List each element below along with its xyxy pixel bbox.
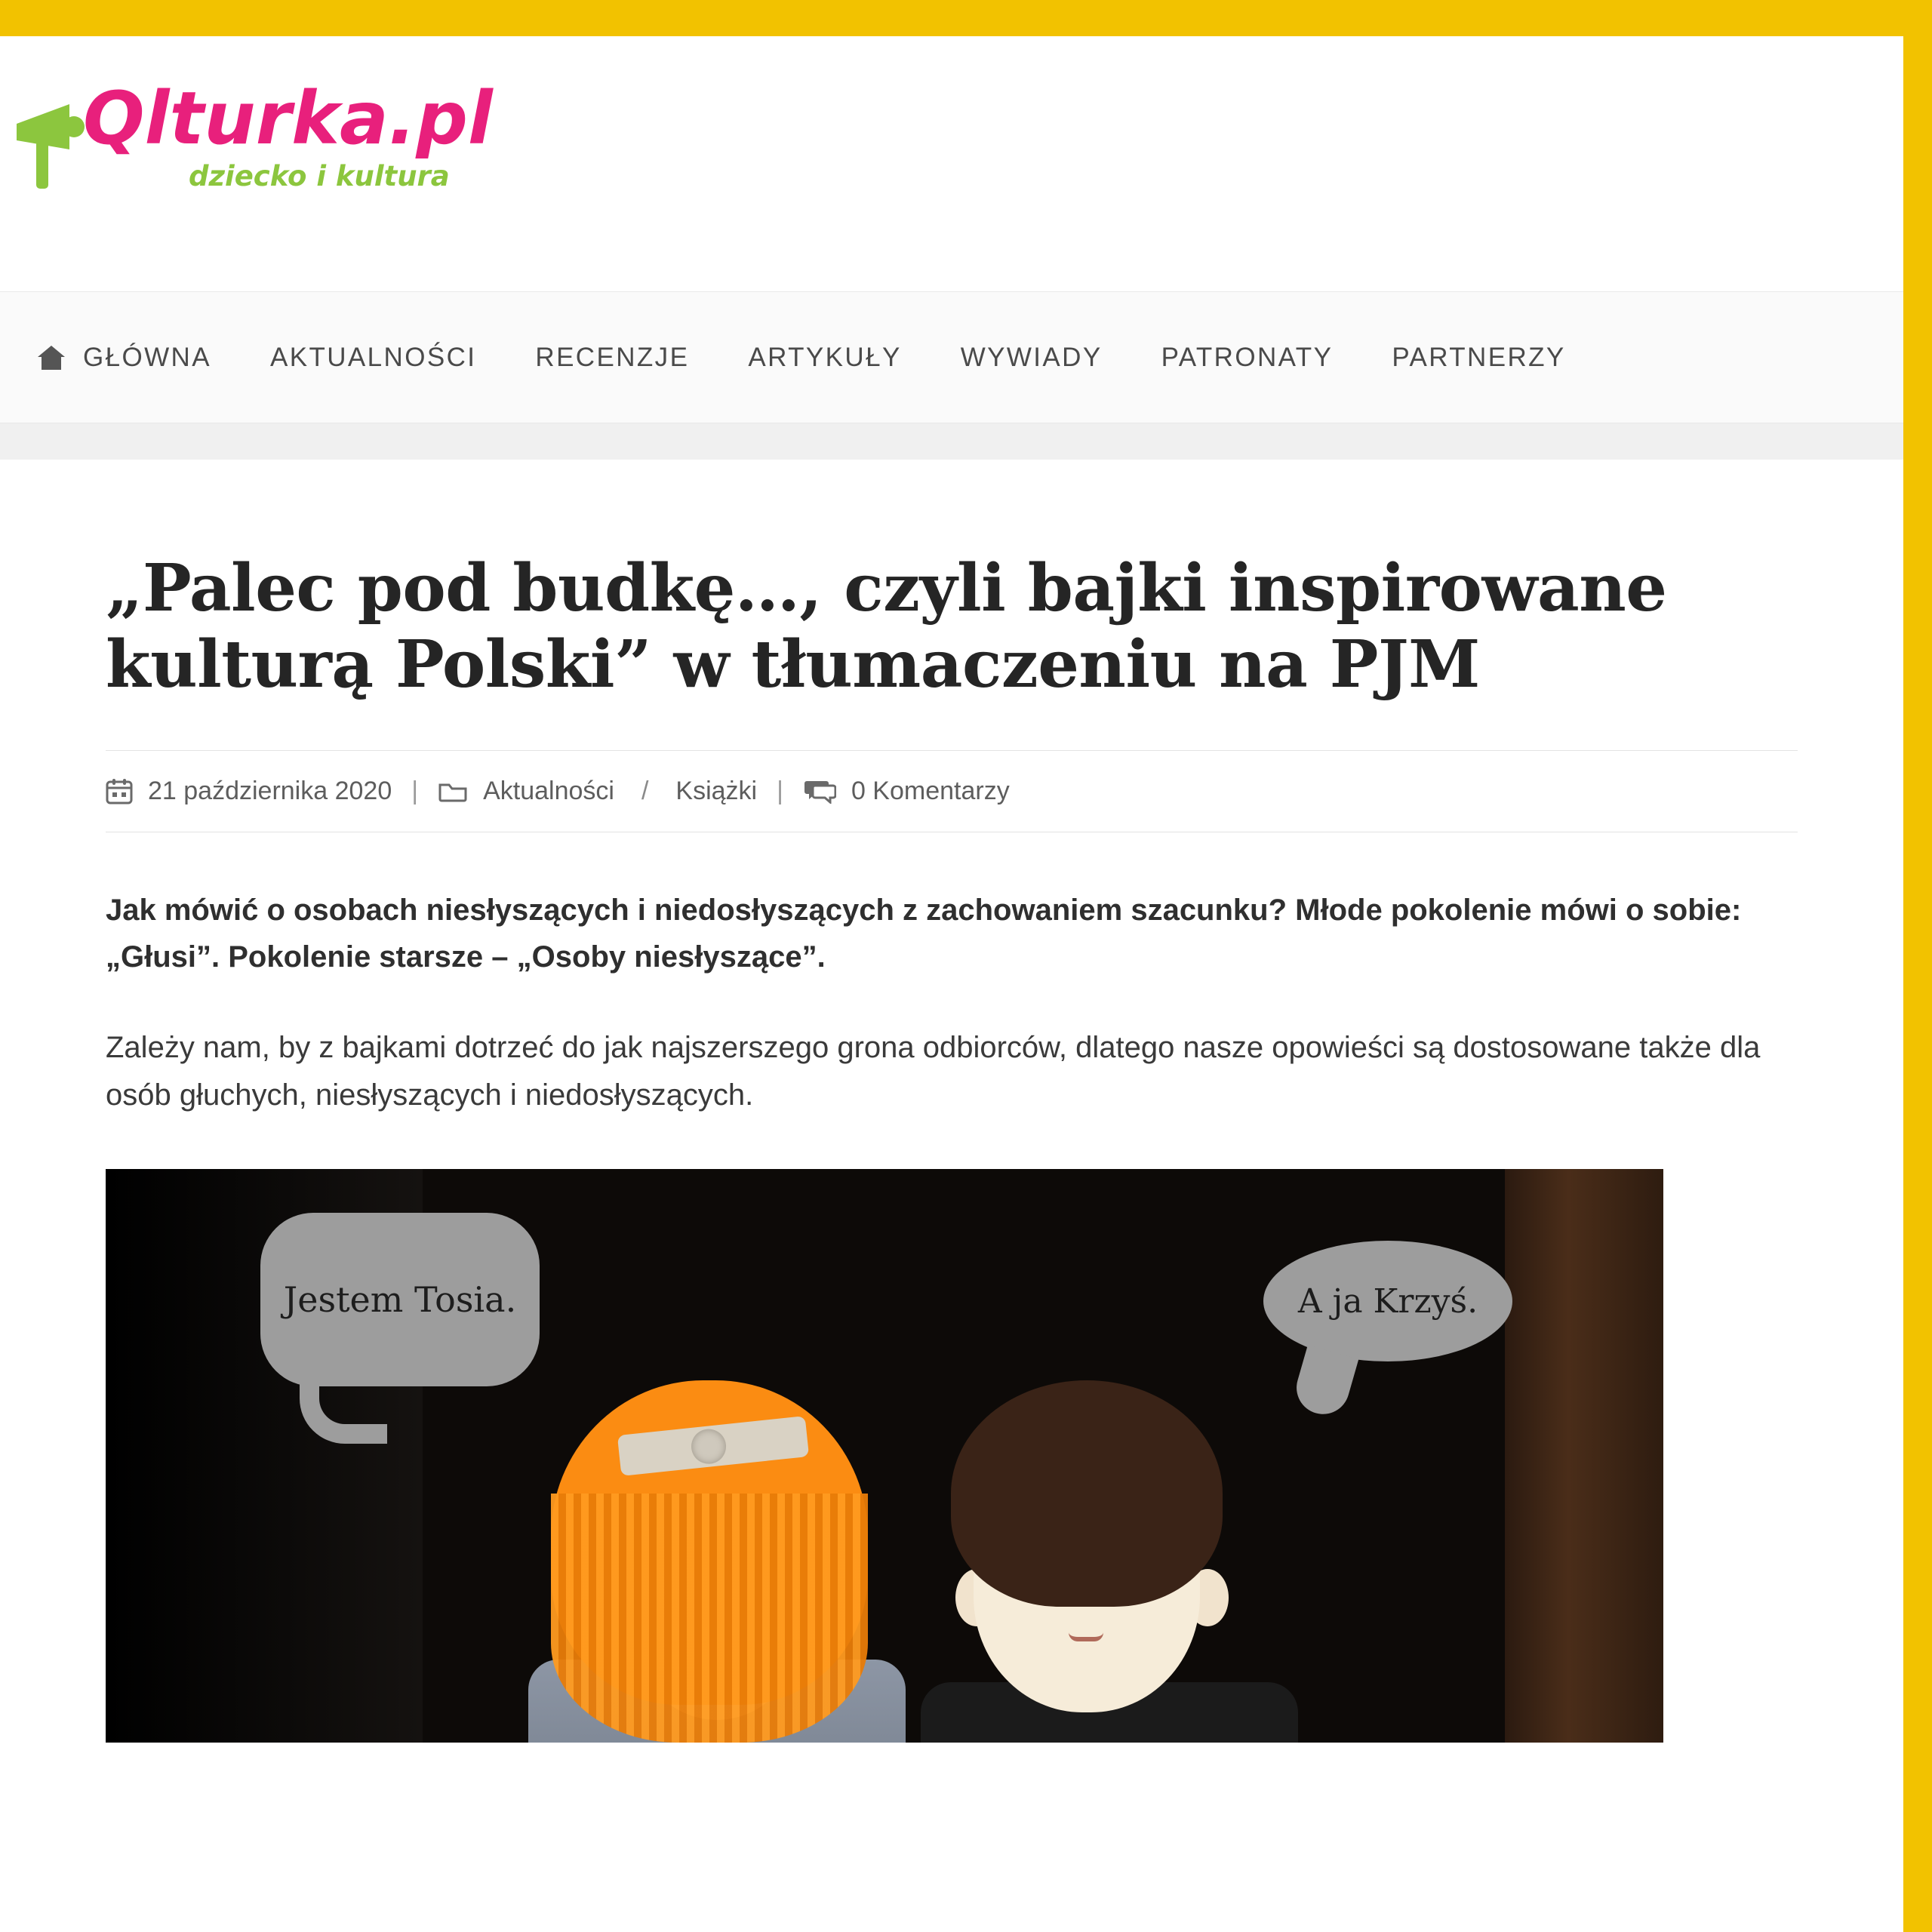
meta-categories: [438, 777, 757, 806]
nav-label: GŁÓWNA: [83, 343, 211, 372]
comments-icon: [803, 778, 836, 804]
category-link-aktualnosci[interactable]: Aktualności: [483, 776, 614, 805]
nav-label: RECENZJE: [535, 343, 690, 372]
meta-date: [106, 777, 392, 806]
meta-separator-1: |: [411, 776, 419, 805]
site-header: [0, 36, 1903, 291]
nav-label: PATRONATY: [1161, 343, 1334, 372]
meta-separator-2: |: [777, 776, 783, 805]
nav-label: AKTUALNOŚCI: [269, 343, 477, 372]
doll-girl: [528, 1380, 951, 1743]
nav-item-partnerzy[interactable]: [1392, 344, 1565, 371]
meta-comments-text: 0 Komentarzy: [851, 776, 1010, 805]
home-icon: [36, 344, 66, 371]
page-content: [0, 36, 1903, 1932]
image-background-door: [1505, 1169, 1663, 1743]
category-link-ksiazki[interactable]: Książki: [675, 776, 758, 805]
nav-item-aktualnosci[interactable]: [270, 344, 476, 371]
svg-text:Qlturka.pl: Qlturka.pl: [83, 76, 493, 161]
article-lead: Jak mówić o osobach niesłyszących i niedosłyszących z zachowaniem szacunku? Młode pokolenie mówi o sobie: „Głusi”. Pokolenie starsze – „Osoby niesłyszące”.: [106, 893, 1742, 974]
speech-bubble-left: Jestem Tosia.: [260, 1213, 540, 1386]
speech-bubble-right: A ja Krzyś.: [1263, 1241, 1512, 1361]
nav-label: WYWIADY: [960, 343, 1103, 372]
article-image: [106, 1169, 1663, 1743]
article: [0, 460, 1903, 1743]
nav-label: ARTYKUŁY: [748, 343, 902, 372]
doll-girl-hair-strands: [551, 1494, 868, 1743]
nav-label: PARTNERZY: [1392, 343, 1566, 372]
nav-item-artykuly[interactable]: [748, 344, 901, 371]
site-logo[interactable]: [11, 65, 509, 216]
header-spacer: [0, 423, 1903, 460]
page-frame-top: [0, 0, 1932, 36]
svg-text:dziecko i kultura: dziecko i kultura: [189, 160, 450, 192]
meta-date-text: 21 października 2020: [148, 776, 392, 805]
nav-item-glowna[interactable]: [36, 344, 211, 371]
doll-boy: [906, 1365, 1313, 1743]
page-frame-right: [1903, 0, 1932, 1932]
main-navigation[interactable]: [0, 291, 1903, 423]
meta-slash: /: [641, 776, 649, 805]
article-meta: [106, 750, 1798, 832]
megaphone-icon: [17, 104, 85, 189]
meta-comments[interactable]: [803, 777, 1010, 806]
article-paragraph-1: Zależy nam, by z bajkami dotrzeć do jak najszerszego grona odbiorców, dlatego nasze opowieści są dostosowane także dla osób głuchych, niesłyszących i niedosłyszących.: [106, 1030, 1761, 1112]
page-title: „Palec pod budkę…, czyli bajki inspirowane kulturą Polski” w tłumaczeniu na PJM: [106, 550, 1667, 703]
calendar-icon: [106, 777, 133, 804]
nav-item-patronaty[interactable]: [1161, 344, 1334, 371]
nav-item-wywiady[interactable]: [961, 344, 1103, 371]
nav-item-recenzje[interactable]: [535, 344, 689, 371]
folder-icon: [438, 779, 468, 803]
doll-boy-hair: [951, 1380, 1223, 1607]
